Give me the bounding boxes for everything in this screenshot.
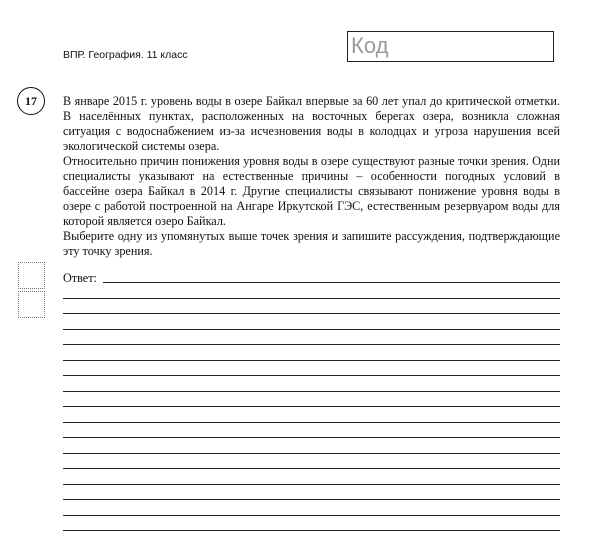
answer-line[interactable] [63,314,560,330]
answer-line[interactable] [63,438,560,454]
answer-line[interactable] [63,376,560,392]
answer-line[interactable] [63,423,560,439]
answer-line[interactable] [63,283,560,299]
score-boxes [18,262,45,320]
answer-lines [63,283,560,531]
answer-line[interactable] [63,299,560,315]
answer-line[interactable] [63,345,560,361]
answer-line[interactable] [63,407,560,423]
code-box[interactable] [347,31,554,62]
answer-line[interactable] [63,485,560,501]
answer-line[interactable] [63,454,560,470]
answer-line[interactable] [63,361,560,377]
answer-line[interactable] [63,516,560,532]
answer-line[interactable] [63,500,560,516]
answer-line[interactable] [63,392,560,408]
page-header: ВПР. География. 11 класс [63,49,188,61]
task-paragraph-3: Выберите одну из упомянутых выше точек зрения и запишите рассуждения, подтверждающие эту точку зрения. [63,229,560,258]
answer-line[interactable] [63,469,560,485]
task-paragraph-2: Относительно причин понижения уровня воды в озере существуют разные точки зрения. Одни специалисты указывают на естественные причины – особенности погодных условий в бассейне озера Байкал в 2014 г. Другие специалисты связывают понижение уровня воды в озере с работой построенной на Ангаре Иркутской ГЭС, естественным резервуаром воды для которой является озеро Байкал. [63,154,560,228]
task-number-badge: 17 [17,87,45,115]
score-box-1[interactable] [18,262,45,289]
answer-line[interactable] [63,330,560,346]
task-paragraph-1: В январе 2015 г. уровень воды в озере Байкал впервые за 60 лет упал до критической отметки. В населённых пунктах, расположенных на восточных берегах озера, возникла сложная ситуация с водоснабжением из-за исчезновения воды в колодцах и угроза нарушения всей экологической системы озера. [63,94,560,153]
answer-label: Ответ: [63,271,97,285]
task-text [63,94,560,259]
score-box-2[interactable] [18,291,45,318]
code-label: Код [351,33,389,58]
